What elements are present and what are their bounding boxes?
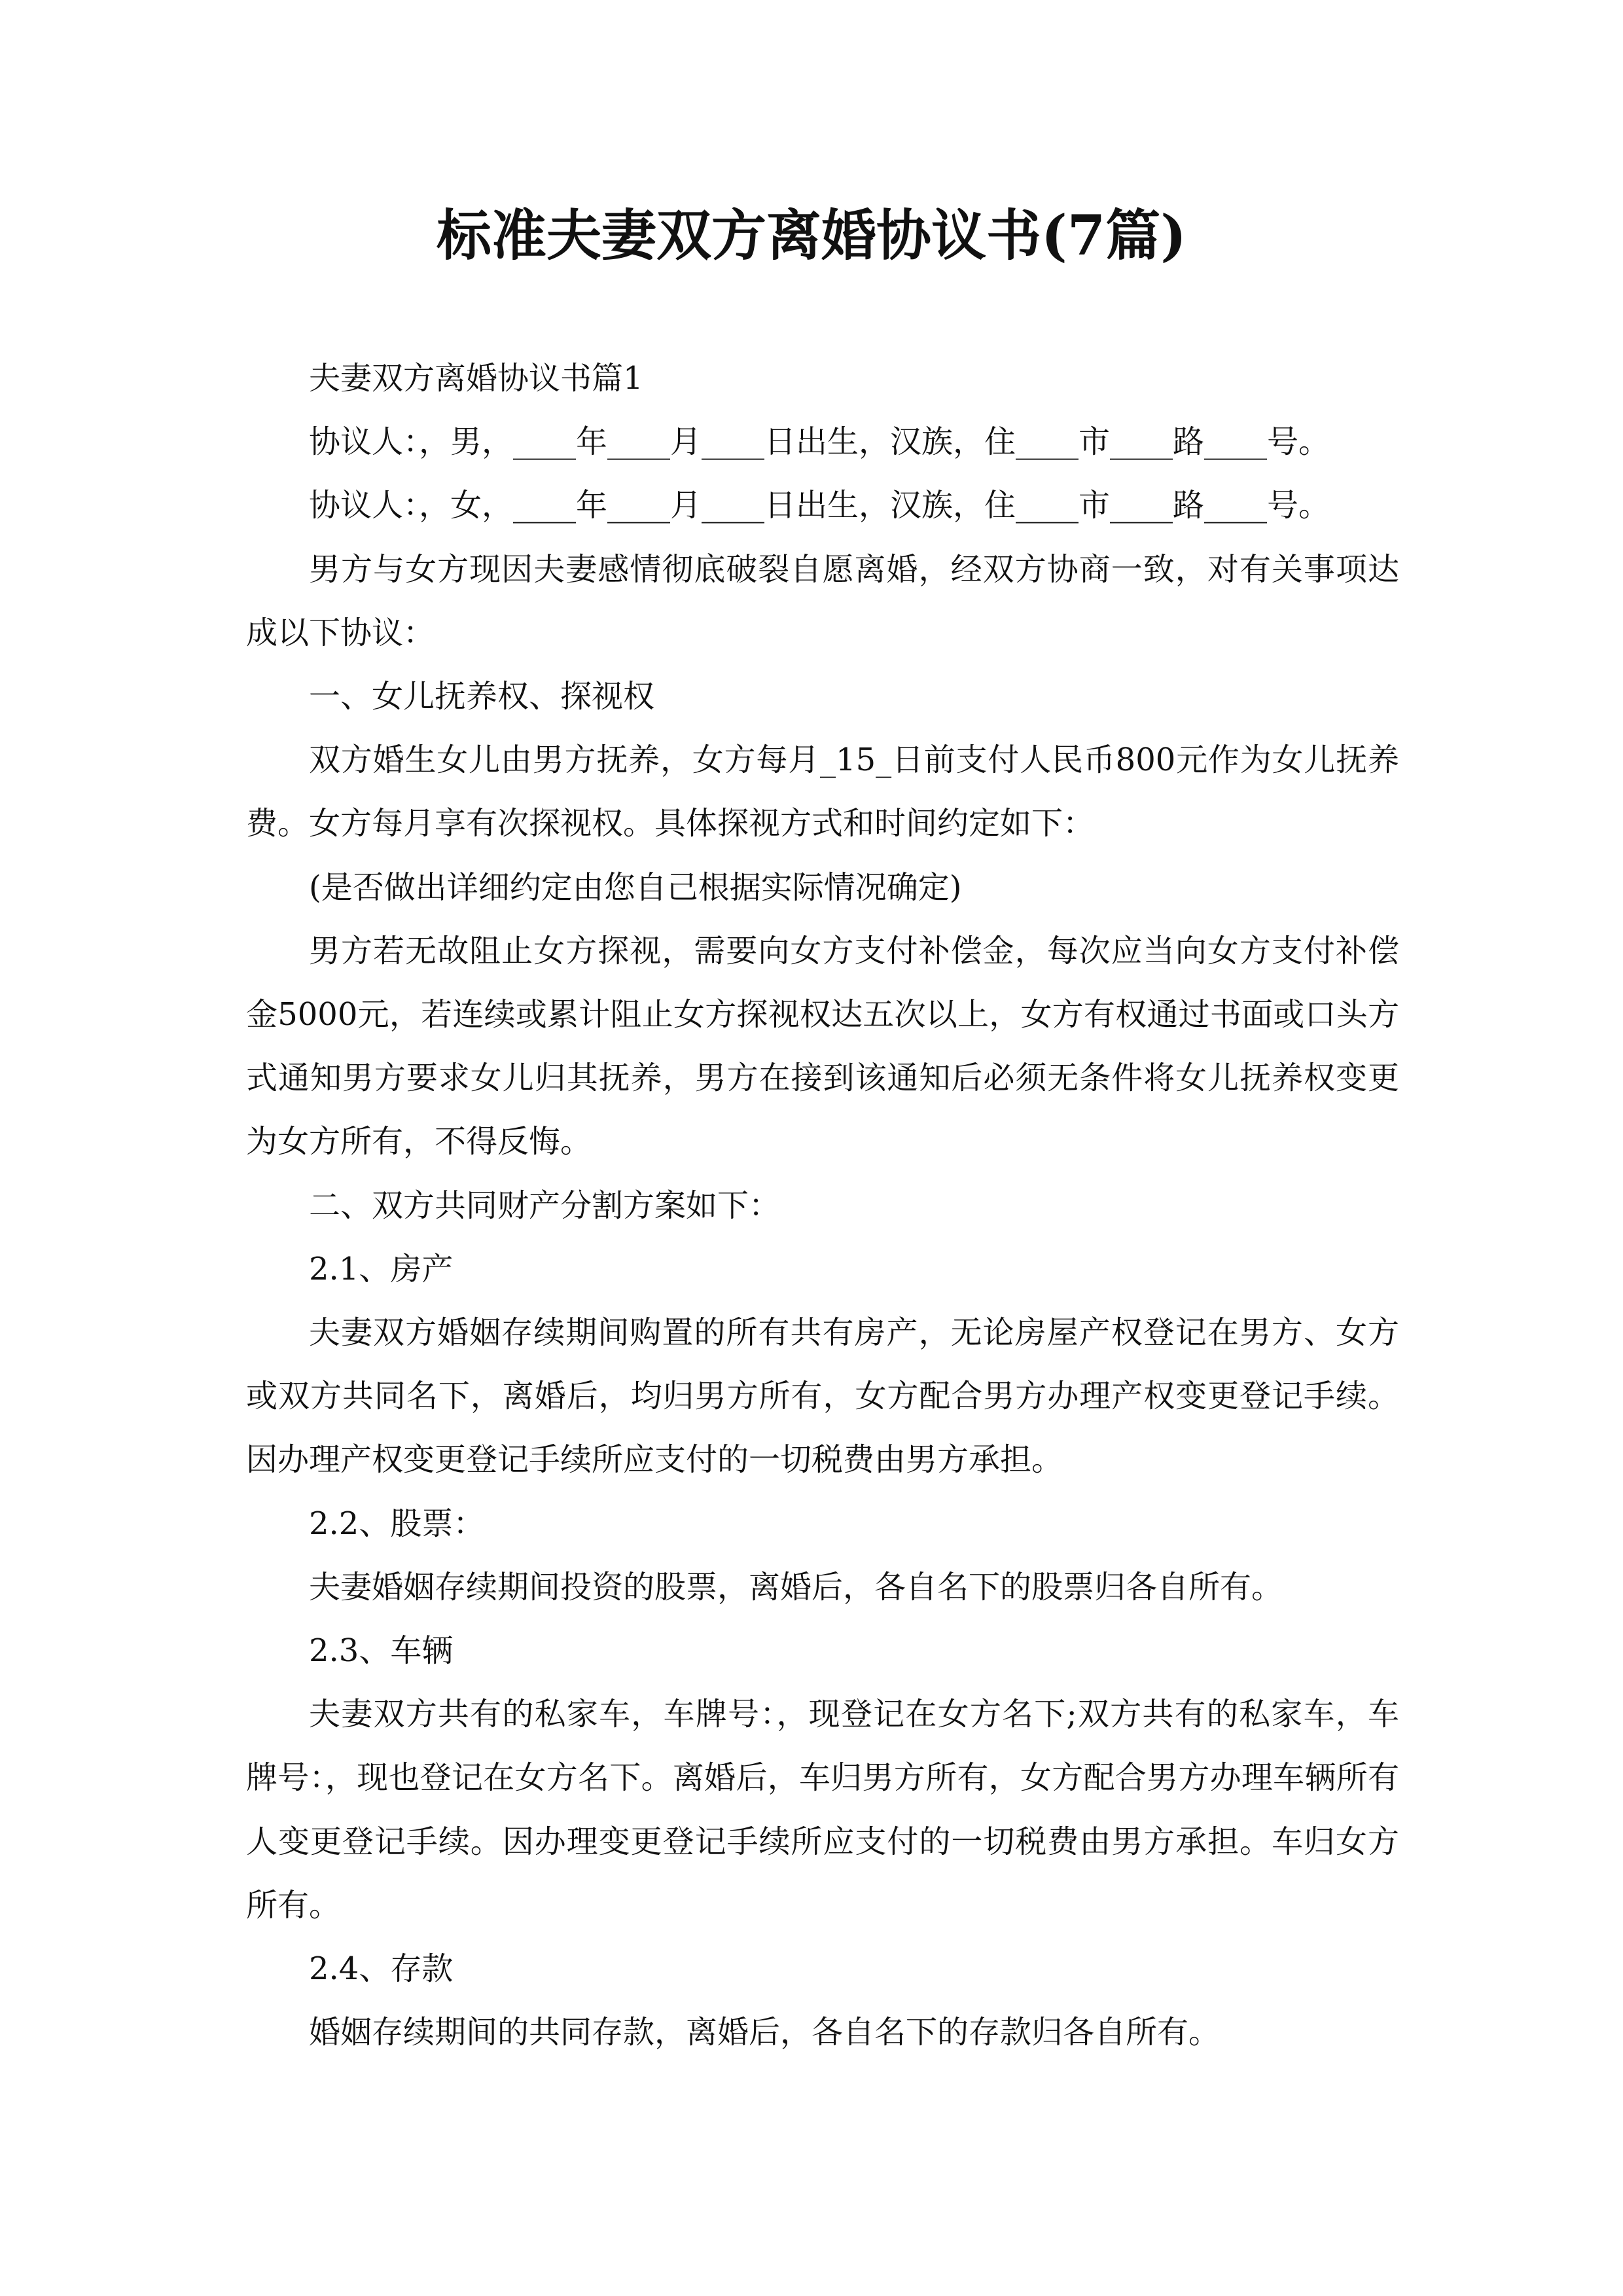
subheading-deposits: 2.4、存款	[309, 1950, 454, 1988]
document-title: 标准夫妻双方离婚协议书(7篇)	[437, 203, 1186, 268]
section-heading-part-1: 夫妻双方离婚协议书篇1	[309, 360, 643, 397]
clause-heading-custody: 一、女儿抚养权、探视权	[309, 678, 655, 715]
subheading-real-estate: 2.1、房产	[309, 1250, 454, 1287]
subheading-vehicles: 2.3、车辆	[309, 1632, 454, 1670]
stocks-paragraph: 夫妻婚姻存续期间投资的股票，离婚后，各自名下的股票归各自所有。	[309, 1568, 1283, 1605]
party-male-line: 协议人：，男，____年____月____日出生，汉族，住____市____路____号。	[309, 423, 1330, 461]
party-female-line: 协议人：，女，____年____月____日出生，汉族，住____市____路____号。	[309, 487, 1330, 524]
visitation-penalty-paragraph: 男方若无故阻止女方探视，需要向女方支付补偿金，每次应当向女方支付补偿金5000元，若连续或累计阻止女方探视权达五次以上，女方有权通过书面或口头方式通知男方要求女儿归其抚养，男方在接到该通知后必须无条件将女儿抚养权变更为女方所有，不得反悔。	[246, 932, 1399, 1160]
custody-note: (是否做出详细约定由您自己根据实际情况确定)	[309, 869, 962, 906]
agreement-intro: 男方与女方现因夫妻感情彻底破裂自愿离婚，经双方协商一致，对有关事项达成以下协议：	[246, 550, 1399, 651]
vehicles-paragraph: 夫妻双方共有的私家车，车牌号：，现登记在女方名下;双方共有的私家车，车牌号：，现也登记在女方名下。离婚后，车归男方所有，女方配合男方办理车辆所有人变更登记手续。因办理变更登记手续所应支付的一切税费由男方承担。车归女方所有。	[246, 1696, 1399, 1924]
document-body	[246, 347, 1399, 2064]
deposits-paragraph: 婚姻存续期间的共同存款，离婚后，各自名下的存款归各自所有。	[309, 2014, 1221, 2051]
subheading-stocks: 2.2、股票：	[309, 1505, 485, 1542]
real-estate-paragraph: 夫妻双方婚姻存续期间购置的所有共有房产，无论房屋产权登记在男方、女方或双方共同名下，离婚后，均归男方所有，女方配合男方办理产权变更登记手续。因办理产权变更登记手续所应支付的一切税费由男方承担。	[246, 1314, 1399, 1479]
custody-paragraph: 双方婚生女儿由男方抚养，女方每月_15_日前支付人民币800元作为女儿抚养费。女方每月享有次探视权。具体探视方式和时间约定如下：	[246, 742, 1399, 842]
clause-heading-property: 二、双方共同财产分割方案如下：	[309, 1187, 781, 1224]
